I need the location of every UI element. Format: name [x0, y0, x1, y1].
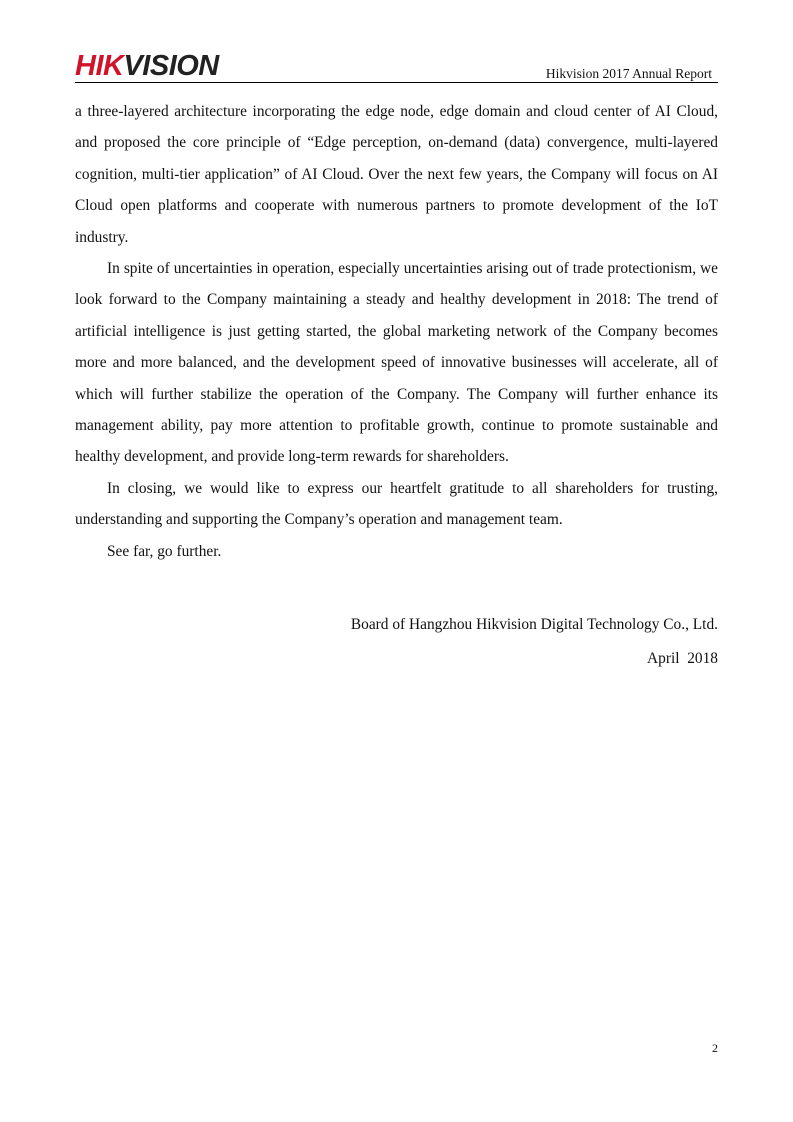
- header-divider: [75, 82, 718, 83]
- paragraph-closing: In closing, we would like to express our heartfelt gratitude to all shareholders for trusting, understanding and supporting the Company’s operation and management team.: [75, 479, 718, 529]
- letter-body: [75, 96, 718, 567]
- paragraph-slogan: See far, go further.: [107, 542, 222, 560]
- page-number: 2: [712, 1041, 718, 1055]
- report-title: Hikvision 2017 Annual Report: [545, 66, 712, 81]
- signature-date: April 2018: [647, 650, 718, 667]
- hikvision-logo: [75, 51, 219, 81]
- signature-block: [75, 608, 718, 676]
- paragraph-outlook: In spite of uncertainties in operation, especially uncertainties arising out of trade protectionism, we look forward to the Company maintaining a steady and healthy development in 2018: The trend of artificial intelligence is just getting started, the global marketing network of the Company becomes more and more balanced, and the development speed of innovative businesses will accelerate, all of which will further stabilize the operation of the Company. The Company will further enhance its management ability, pay more attention to profitable growth, continue to promote sustainable and healthy development, and provide long-term rewards for shareholders.: [75, 260, 718, 466]
- paragraph-continuation: a three-layered architecture incorporating the edge node, edge domain and cloud center of AI Cloud, and proposed the core principle of “Edge perception, on-demand (data) convergence, multi-layered cognition, multi-tier application” of AI Cloud. Over the next few years, the Company will focus on AI Cloud open platforms and cooperate with numerous partners to promote development of the IoT industry.: [75, 103, 718, 246]
- board-signature: Board of Hangzhou Hikvision Digital Technology Co., Ltd.: [350, 616, 718, 633]
- logo-dark-part: VISION: [123, 50, 219, 82]
- logo-red-part: HIK: [75, 50, 124, 82]
- page-header: [75, 50, 718, 84]
